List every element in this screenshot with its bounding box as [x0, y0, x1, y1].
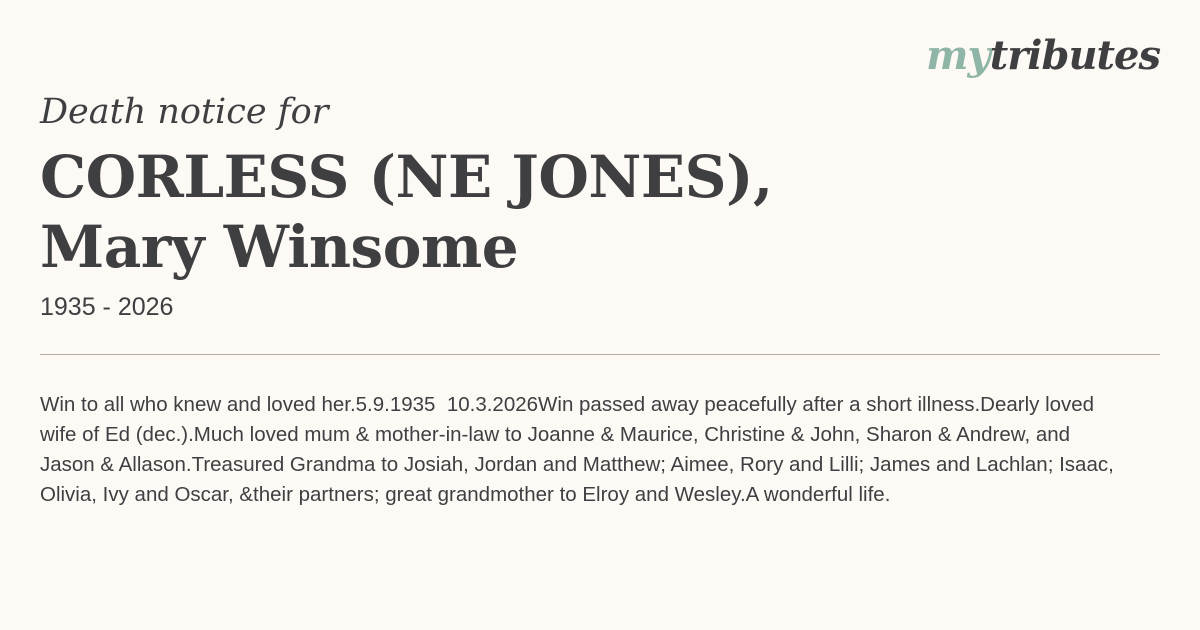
- deceased-name-line2: Mary Winsome: [40, 213, 519, 281]
- logo-text-tributes: tributes: [989, 32, 1160, 79]
- deceased-name-line1: CORLESS (NE JONES),: [40, 143, 773, 211]
- logo-text-my: my: [926, 32, 990, 79]
- notice-heading: Death notice for: [40, 92, 329, 132]
- mytributes-logo[interactable]: [926, 32, 1160, 79]
- notice-body: Win to all who knew and loved her.5.9.1935 10.3.2026Win passed away peacefully after a short illness.Dearly loved wife of Ed (dec.).Much loved mum & mother-in-law to Joanne & Maurice, Christine & John, Sharon & Andrew, and Jason & Allason.Treasured Grandma to Josiah, Jordan and Matthew; Aimee, Rory and Lilli; James and Lachlan; Isaac, Olivia, Ivy and Oscar, &their partners; great grandmother to Elroy and Wesley.A wonderful life.: [40, 393, 1120, 506]
- life-years: 1935 - 2026: [40, 293, 174, 321]
- deceased-name: [40, 142, 773, 282]
- divider: [40, 354, 1160, 355]
